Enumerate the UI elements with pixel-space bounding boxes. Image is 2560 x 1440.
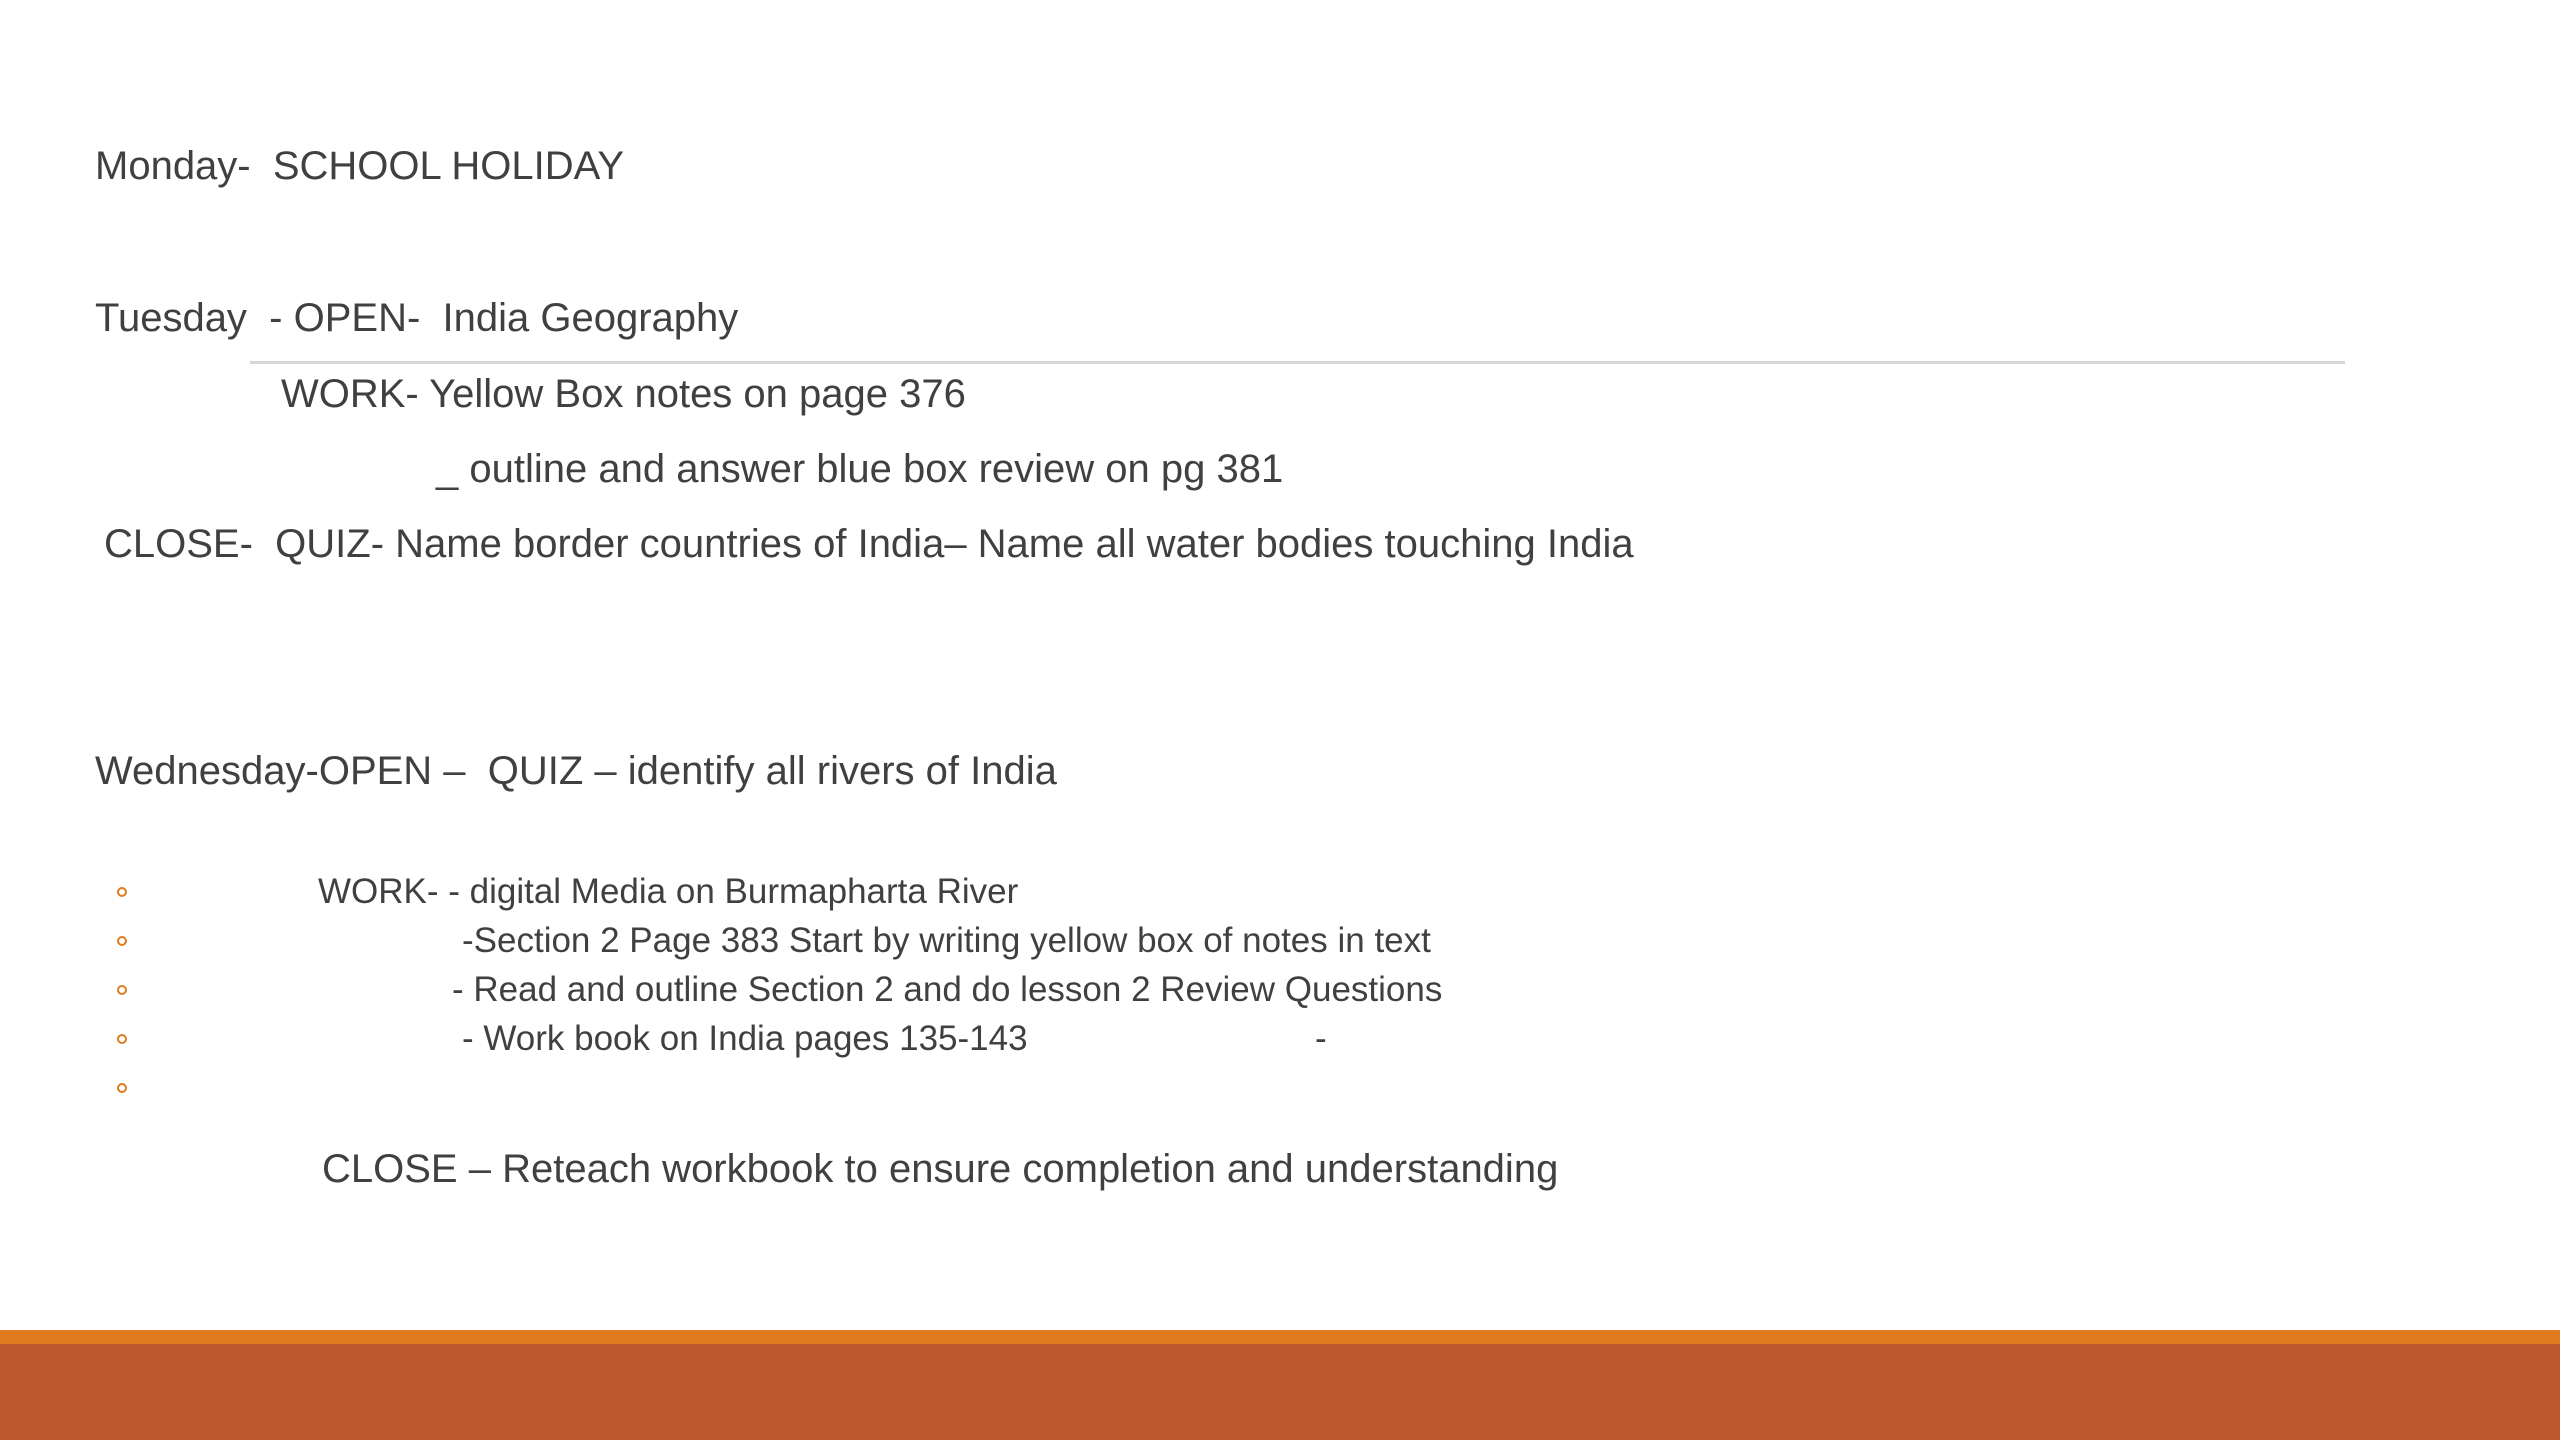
footer-band: [0, 1344, 2560, 1440]
tuesday-open-line: Tuesday - OPEN- India Geography: [95, 296, 739, 340]
bullet-icon: [117, 1034, 127, 1044]
bullet-icon: [117, 1083, 127, 1093]
wednesday-close-line: CLOSE – Reteach workbook to ensure completion and understanding: [322, 1147, 1559, 1191]
bullet-icon: [117, 936, 127, 946]
monday-line: Monday- SCHOOL HOLIDAY: [95, 144, 625, 188]
footer-accent-stripe: [0, 1330, 2560, 1344]
list-item: - Read and outline Section 2 and do lesson 2 Review Questions: [452, 970, 1443, 1009]
wednesday-open-line: Wednesday-OPEN – QUIZ – identify all rivers of India: [95, 749, 1057, 793]
tuesday-work-line: WORK- Yellow Box notes on page 376: [281, 372, 966, 416]
list-item: - Work book on India pages 135-143: [462, 1019, 1028, 1058]
bullet-icon: [117, 887, 127, 897]
divider-rule: [250, 361, 2345, 364]
list-item: -Section 2 Page 383 Start by writing yellow box of notes in text: [462, 921, 1431, 960]
tuesday-close-line: CLOSE- QUIZ- Name border countries of India– Name all water bodies touching India: [104, 522, 1634, 566]
list-item-trailing-dash: -: [1315, 1019, 1327, 1058]
bullet-icon: [117, 985, 127, 995]
list-item: WORK- - digital Media on Burmapharta River: [318, 872, 1019, 911]
tuesday-outline-line: _ outline and answer blue box review on pg 381: [436, 447, 1284, 491]
